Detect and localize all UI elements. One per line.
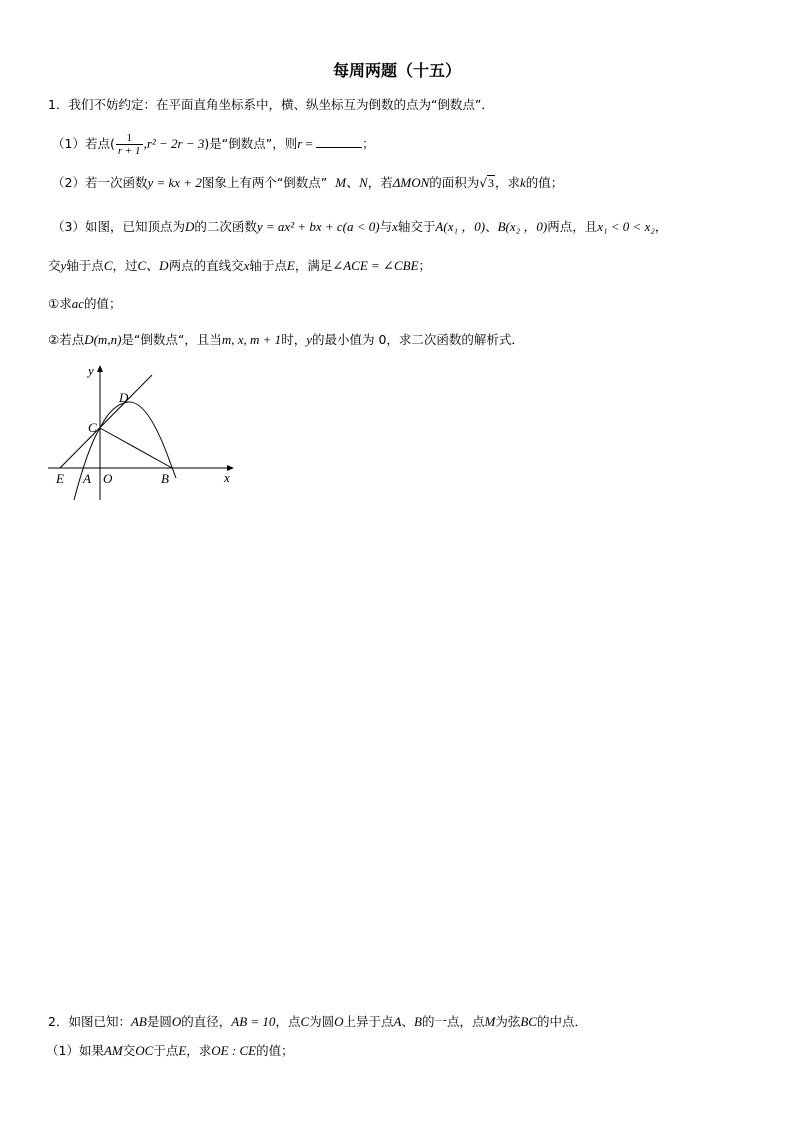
linear-function: y = kx + 2 xyxy=(147,175,202,190)
sqrt-3: √3 xyxy=(479,176,494,190)
q1-part1-eq: = xyxy=(302,136,317,151)
q1-part3-text-g: ， xyxy=(654,219,668,234)
q1-part3b-text-a: 交 xyxy=(48,258,61,273)
angle-condition: ∠ACE = ∠CBE xyxy=(332,258,419,273)
var-k: k xyxy=(519,175,526,190)
q2-part1-text-e: 的值； xyxy=(256,1043,294,1058)
point-d: D xyxy=(184,219,195,234)
q1-part3-text-e: 、 xyxy=(485,219,498,234)
q1-part1-text-c: )是“倒数点”，则 xyxy=(204,136,298,151)
q1-part3b-text-b: 轴于点 xyxy=(66,258,104,273)
q1-part1-expr: r² − 2r − 3 xyxy=(146,136,205,151)
q1-part3-text-c: 与 xyxy=(379,219,393,234)
q1-figure xyxy=(44,360,244,505)
q1-part3-text-a: （3）如图，已知顶点为 xyxy=(52,219,185,234)
label-e: E xyxy=(56,471,64,486)
segment-am: AM xyxy=(103,1043,123,1058)
point-e: E xyxy=(286,258,295,273)
point-c: C xyxy=(300,1014,310,1029)
q1-sub2-text-b: 是“倒数点“，且当 xyxy=(121,332,222,347)
q1-part3b-text-f: ，满足 xyxy=(294,258,333,273)
q1-part3b-text-g: ； xyxy=(418,258,432,273)
segment-cb xyxy=(100,428,172,468)
point-b: B xyxy=(414,1014,422,1029)
segment-ab: AB xyxy=(130,1014,147,1029)
q1-part2-text-e: ，求 xyxy=(494,175,520,190)
fraction xyxy=(116,132,143,157)
q1-sub2 xyxy=(48,332,524,348)
point-d-mn: D(m,n) xyxy=(84,332,122,347)
q1-part3b-text-d: 两点的直线交 xyxy=(168,258,244,273)
var-y: y xyxy=(306,332,312,347)
q1-part1-text-b: , xyxy=(143,136,147,151)
q1-part1-var: r xyxy=(297,136,303,151)
line-ecd xyxy=(60,375,152,468)
point-e: E xyxy=(178,1043,187,1058)
q1-sub1-text-b: 的值； xyxy=(84,296,122,311)
point-a: A(x₁ ，0) xyxy=(435,219,486,234)
q1-sub2-text-a: ②若点 xyxy=(48,332,85,347)
q1-part3b-text-e: 轴于点 xyxy=(249,258,287,273)
ab-length: AB = 10 xyxy=(231,1014,276,1029)
q2-text-e: 为圆 xyxy=(309,1014,335,1029)
q1-part3-text-f: 两点，且 xyxy=(547,219,598,234)
q2-part1-text-a: （1）如果 xyxy=(46,1043,104,1058)
q2-part1-text-d: ，求 xyxy=(186,1043,212,1058)
product-ac: ac xyxy=(71,296,84,311)
point-m: M xyxy=(484,1014,496,1029)
q2-text-d: ，点 xyxy=(275,1014,301,1029)
q1-part1 xyxy=(52,132,375,157)
var-x: x xyxy=(392,219,398,234)
circle-o: O xyxy=(334,1014,344,1029)
q1-part3-cont xyxy=(48,258,431,274)
label-d: D xyxy=(119,390,129,405)
chord-bc: BC xyxy=(520,1014,537,1029)
quadratic-function: y = ax² + bx + c(a < 0) xyxy=(256,219,380,234)
q1-part2-text-f: 的值； xyxy=(525,175,564,190)
q1-part2-text-c: ，若 xyxy=(367,175,393,190)
q2-text-h: 的一点，点 xyxy=(421,1014,485,1029)
label-b: B xyxy=(161,471,169,486)
q2-text-f: 上异于点 xyxy=(343,1014,394,1029)
label-c: C xyxy=(88,420,97,435)
y-axis-arrow xyxy=(97,365,103,372)
label-x: x xyxy=(224,470,230,485)
q1-part1-text-e: ； xyxy=(362,136,375,151)
q1-part3b-text-c: ，过 xyxy=(112,258,138,273)
q2-text-j: 的中点． xyxy=(536,1014,587,1029)
segment-oc: OC xyxy=(135,1043,154,1058)
label-a: A xyxy=(83,471,91,486)
q1-part3 xyxy=(52,219,667,235)
q2-intro xyxy=(48,1014,587,1030)
point-a: A xyxy=(393,1014,402,1029)
triangle-mon: ΔMON xyxy=(392,175,430,190)
q1-part2-text-d: 的面积为 xyxy=(429,175,480,190)
var-x: x xyxy=(243,258,250,273)
q2-text-i: 为弦 xyxy=(495,1014,521,1029)
q2-part1-text-c: 于点 xyxy=(153,1043,179,1058)
range-condition: m, x, m + 1 xyxy=(221,332,282,347)
q1-part1-text-a: （1）若点( xyxy=(52,136,115,151)
point-b: B(x₂ ，0) xyxy=(497,219,548,234)
point-c: C xyxy=(103,258,113,273)
answer-blank[interactable] xyxy=(316,136,362,148)
q2-text-g: 、 xyxy=(401,1014,415,1029)
fraction-denominator: r + 1 xyxy=(117,145,141,157)
sqrt-radicand: 3 xyxy=(487,176,494,190)
points-cd: C、D xyxy=(137,258,169,273)
root-condition: x₁ < 0 < x₂ xyxy=(597,219,655,234)
q1-part3-text-b: 的二次函数 xyxy=(194,219,257,234)
points-mn: M、N xyxy=(335,175,368,190)
circle-o: O xyxy=(171,1014,182,1029)
q2-part1 xyxy=(46,1043,294,1059)
q1-sub2-text-c: 时， xyxy=(281,332,307,347)
ratio-oe-ce: OE : CE xyxy=(211,1043,257,1058)
q1-part3-text-d: 轴交于 xyxy=(397,219,436,234)
q2-part1-text-b: 交 xyxy=(122,1043,136,1058)
q1-part2-text-a: （2）若一次函数 xyxy=(52,175,148,190)
q1-sub2-text-d: 的最小值为 0，求二次函数的解析式． xyxy=(311,332,524,347)
q1-sub1-text-a: ①求 xyxy=(48,296,72,311)
label-y: y xyxy=(88,363,94,378)
q1-part2 xyxy=(52,175,563,191)
q2-text-b: 是圆 xyxy=(146,1014,172,1029)
q2-text-c: 的直径， xyxy=(181,1014,232,1029)
page-title: 每周两题（十五） xyxy=(332,61,461,80)
label-o: O xyxy=(103,471,113,486)
q1-part2-text-b: 图象上有两个“倒数点” xyxy=(201,175,328,190)
var-y: y xyxy=(60,258,67,273)
q2-text-a: 2．如图已知： xyxy=(48,1014,131,1029)
fraction-numerator: 1 xyxy=(116,132,143,145)
q1-intro: 1．我们不妨约定：在平面直角坐标系中，横、纵坐标互为倒数的点为“倒数点”． xyxy=(48,97,494,112)
q1-sub1 xyxy=(48,296,122,312)
